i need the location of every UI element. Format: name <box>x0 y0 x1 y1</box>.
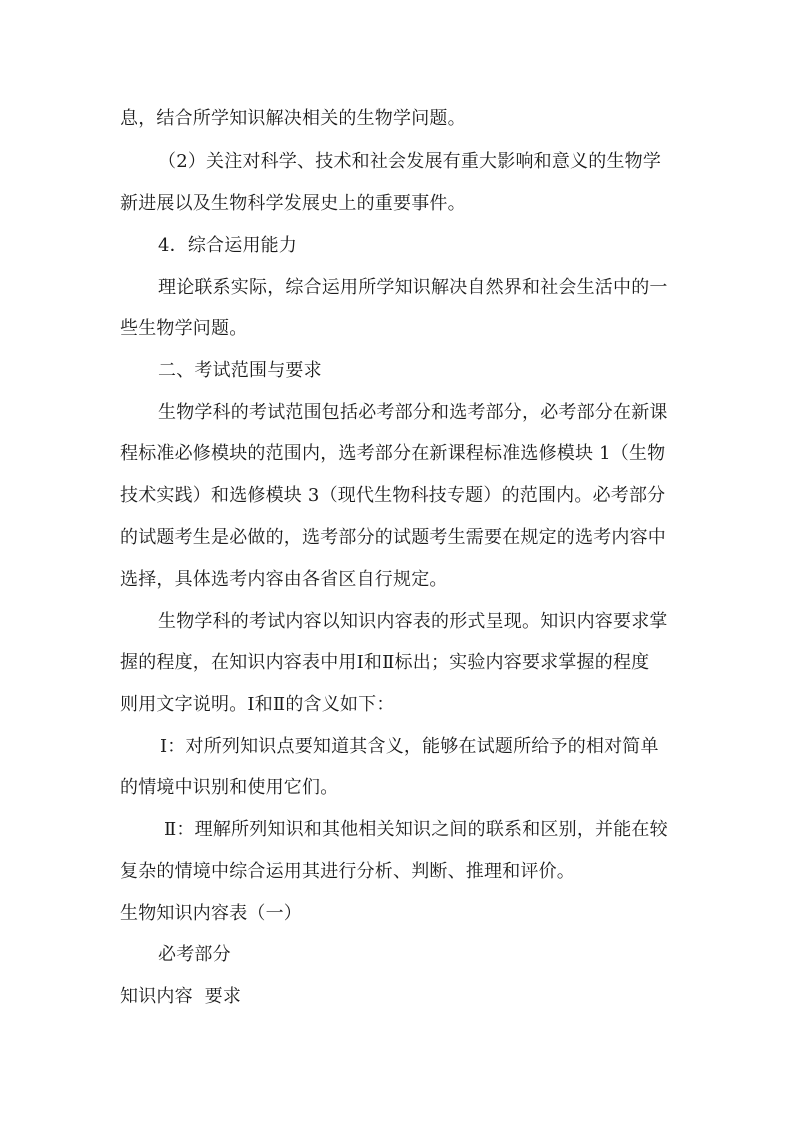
text-line: 息，结合所学知识解决相关的生物学问题。 <box>120 108 466 129</box>
table-subtitle: 必考部分 <box>158 944 231 965</box>
text-line: （2）关注对科学、技术和社会发展有重大影响和意义的生物学 <box>158 151 662 172</box>
text-line: 生物学科的考试范围包括必考部分和选考部分，必考部分在新课 <box>158 402 668 423</box>
text-line: 握的程度，在知识内容表中用Ⅰ和Ⅱ标出；实验内容要求掌握的程度 <box>120 652 650 673</box>
text-line: 复杂的情境中综合运用其进行分析、判断、推理和评价。 <box>120 861 575 882</box>
text-line: 技术实践）和选修模块 3（现代生物科技专题）的范围内。必考部分 <box>120 485 666 506</box>
table-title: 生物知识内容表（一） <box>120 903 302 924</box>
text-line: 的试题考生是必做的，选考部分的试题考生需要在规定的选考内容中 <box>120 527 666 548</box>
section-heading: 二、考试范围与要求 <box>158 360 322 381</box>
text-line: 新进展以及生物科学发展史上的重要事件。 <box>120 193 466 214</box>
text-line: 些生物学问题。 <box>120 318 248 339</box>
text-line: 程标准必修模块的范围内，选考部分在新课程标准选修模块 1（生物 <box>120 443 666 464</box>
text-line: Ⅰ：对所列知识点要知道其含义，能够在试题所给予的相对简单 <box>160 736 659 757</box>
text-line: Ⅱ：理解所列知识和其他相关知识之间的联系和区别，并能在较 <box>164 819 668 840</box>
text-line: 则用文字说明。Ⅰ和Ⅱ的含义如下： <box>120 694 395 715</box>
text-line: 生物学科的考试内容以知识内容表的形式呈现。知识内容要求掌 <box>158 611 668 632</box>
text-line: 理论联系实际，综合运用所学知识解决自然界和社会生活中的一 <box>158 277 668 298</box>
section-heading: 4．综合运用能力 <box>158 235 298 256</box>
text-line: 的情境中识别和使用它们。 <box>120 777 339 798</box>
table-header: 知识内容 要求 <box>120 986 242 1007</box>
text-line: 选择，具体选考内容由各省区自行规定。 <box>120 569 448 590</box>
